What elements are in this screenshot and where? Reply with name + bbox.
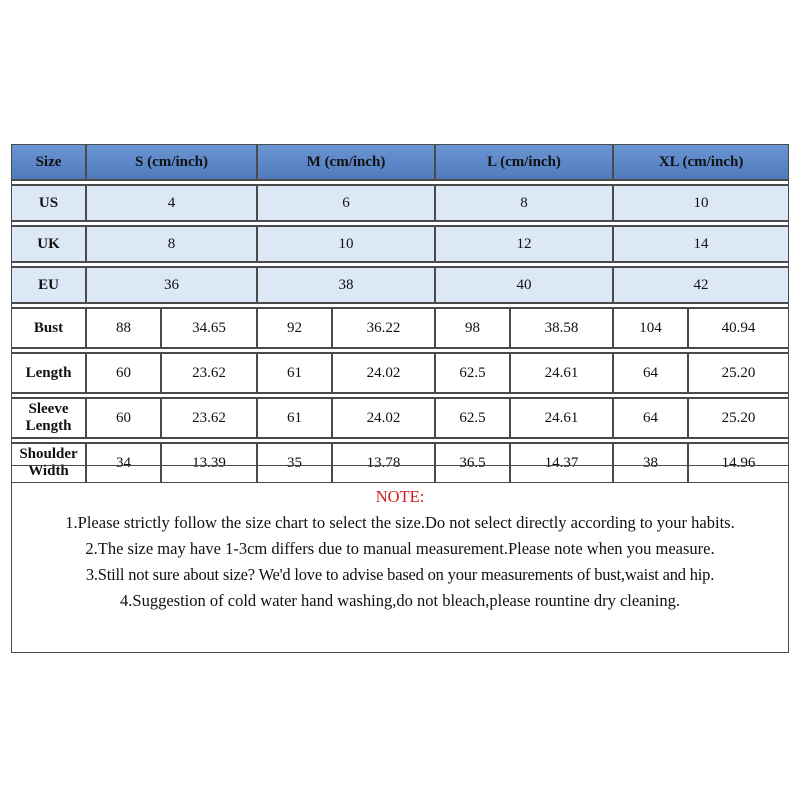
table-cell: 24.02 (332, 353, 435, 393)
table-cell: 13.39 (161, 443, 257, 483)
table-cell: 8 (435, 185, 613, 221)
table-cell: 36 (86, 267, 257, 303)
table-cell: 61 (257, 353, 332, 393)
table-cell: 6 (257, 185, 435, 221)
header-m: M (cm/inch) (257, 144, 435, 180)
header-l: L (cm/inch) (435, 144, 613, 180)
table-cell: 24.61 (510, 398, 613, 438)
table-cell: 98 (435, 308, 510, 348)
table-cell: 36.22 (332, 308, 435, 348)
table-cell: 23.62 (161, 398, 257, 438)
table-cell: 10 (613, 185, 789, 221)
table-cell: 14.37 (510, 443, 613, 483)
table-cell: 40.94 (688, 308, 789, 348)
table-cell: 34 (86, 443, 161, 483)
table-cell: 12 (435, 226, 613, 262)
note-line-4: 4.Suggestion of cold water hand washing,do not bleach,please rountine dry cleaning. (120, 591, 680, 610)
note-line-1: 1.Please strictly follow the size chart to select the size.Do not select directly according to your habits. (65, 513, 735, 532)
table-cell: 23.62 (161, 353, 257, 393)
row-label-uk: UK (11, 226, 86, 262)
table-cell: 64 (613, 398, 688, 438)
row-label-sleeve-length: Sleeve Length (11, 398, 86, 438)
table-cell: 24.61 (510, 353, 613, 393)
table-row-eu (11, 267, 789, 303)
table-cell: 88 (86, 308, 161, 348)
table-cell: 60 (86, 353, 161, 393)
table-cell: 38.58 (510, 308, 613, 348)
table-row-bust (11, 308, 789, 348)
table-row-us (11, 185, 789, 221)
table-cell: 14 (613, 226, 789, 262)
table-cell: 13.78 (332, 443, 435, 483)
header-row (11, 144, 789, 180)
row-label-bust: Bust (11, 308, 86, 348)
table-cell: 35 (257, 443, 332, 483)
header-xl: XL (cm/inch) (613, 144, 789, 180)
table-row-sleeve-length (11, 398, 789, 438)
table-cell: 36.5 (435, 443, 510, 483)
table-cell: 92 (257, 308, 332, 348)
size-chart-table (11, 144, 789, 483)
table-cell: 8 (86, 226, 257, 262)
row-label-eu: EU (11, 267, 86, 303)
table-cell: 4 (86, 185, 257, 221)
table-row-length (11, 353, 789, 393)
table-cell: 61 (257, 398, 332, 438)
row-label-shoulder-width: Shoulder Width (11, 443, 86, 483)
table-cell: 104 (613, 308, 688, 348)
note-box (11, 465, 789, 653)
table-cell: 25.20 (688, 398, 789, 438)
table-row-uk (11, 226, 789, 262)
table-cell: 24.02 (332, 398, 435, 438)
table-cell: 34.65 (161, 308, 257, 348)
table-cell: 38 (257, 267, 435, 303)
row-label-length: Length (11, 353, 86, 393)
table-cell: 60 (86, 398, 161, 438)
note-line-3: 3.Still not sure about size? We'd love to advise based on your measurements of bust,waist and hip. (85, 565, 715, 584)
table-cell: 42 (613, 267, 789, 303)
table-cell: 64 (613, 353, 688, 393)
note-title: NOTE: (375, 487, 425, 506)
table-cell: 62.5 (435, 353, 510, 393)
table-cell: 62.5 (435, 398, 510, 438)
table-cell: 10 (257, 226, 435, 262)
table-cell: 25.20 (688, 353, 789, 393)
table-cell: 38 (613, 443, 688, 483)
header-s: S (cm/inch) (86, 144, 257, 180)
row-label-us: US (11, 185, 86, 221)
table-cell: 40 (435, 267, 613, 303)
header-size: Size (11, 144, 86, 180)
note-line-2: 2.The size may have 1-3cm differs due to manual measurement.Please note when you measure. (85, 539, 715, 558)
table-cell: 14.96 (688, 443, 789, 483)
